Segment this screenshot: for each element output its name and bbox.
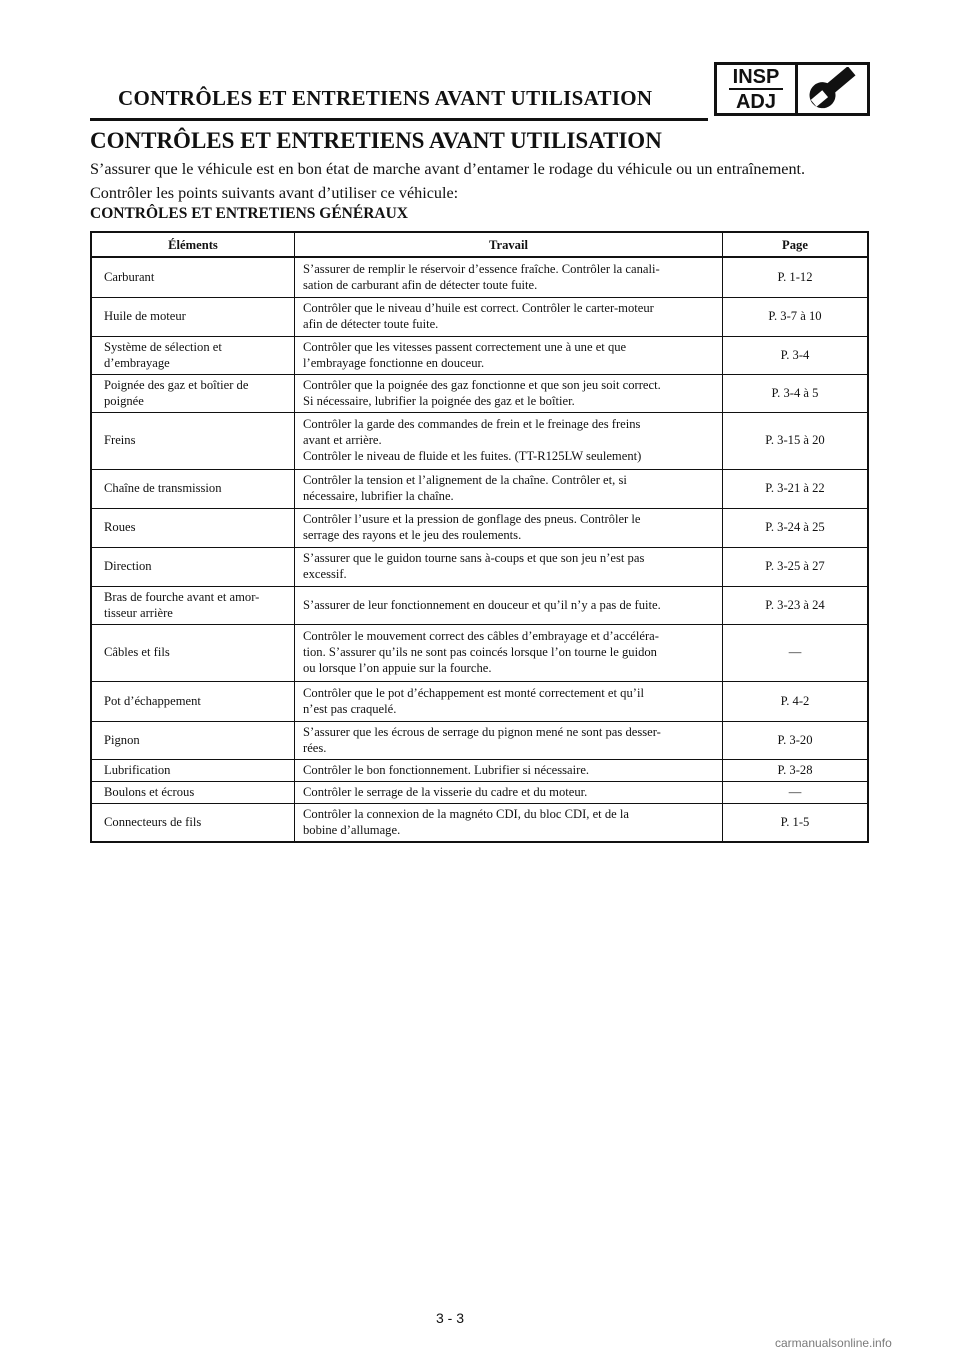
cell-work: Contrôler que les vitesses passent correctement une à une et que l’embrayage fonctionne en douceur.: [295, 336, 723, 374]
watermark[interactable]: carmanualsonline.info: [775, 1336, 892, 1350]
cell-page: P. 3-7 à 10: [723, 297, 869, 336]
cell-work: Contrôler la garde des commandes de frein et le freinage des freins avant et arrière. Contrôler le niveau de fluide et les fuites. (TT-R125LW seulement): [295, 412, 723, 469]
table-row: [91, 721, 868, 759]
running-title: CONTRÔLES ET ENTRETIENS AVANT UTILISATION: [118, 86, 653, 110]
cell-page: P. 3-21 à 22: [723, 469, 869, 508]
cell-element: Pot d’échappement: [91, 681, 295, 721]
cell-work: Contrôler la connexion de la magnéto CDI, du bloc CDI, et de la bobine d’allumage.: [295, 803, 723, 842]
table-row: [91, 297, 868, 336]
page-title: CONTRÔLES ET ENTRETIENS AVANT UTILISATION: [90, 128, 662, 153]
header-rule: [90, 118, 708, 121]
intro-paragraph-1: S’assurer que le véhicule est en bon état de marche avant d’entamer le rodage du véhicule ou un entraînement.: [90, 160, 806, 178]
cell-work: S’assurer que les écrous de serrage du pignon mené ne sont pas desser- rées.: [295, 721, 723, 759]
cell-page: P. 1-5: [723, 803, 869, 842]
checks-table: [90, 231, 869, 843]
column-header-page: Page: [723, 232, 869, 257]
table-row: [91, 681, 868, 721]
cell-element: Câbles et fils: [91, 624, 295, 681]
cell-work: Contrôler la tension et l’alignement de la chaîne. Contrôler et, si nécessaire, lubrifier la chaîne.: [295, 469, 723, 508]
cell-element: Carburant: [91, 257, 295, 297]
table-header-row: [91, 232, 868, 257]
cell-work: Contrôler que le niveau d’huile est correct. Contrôler le carter-moteur afin de détecter toute fuite.: [295, 297, 723, 336]
cell-page: P. 3-4: [723, 336, 869, 374]
cell-element: Roues: [91, 508, 295, 547]
cell-page: P. 3-25 à 27: [723, 547, 869, 586]
cell-element: Bras de fourche avant et amor- tisseur arrière: [91, 586, 295, 624]
table-row: [91, 508, 868, 547]
cell-page: —: [723, 781, 869, 803]
cell-work: Contrôler que la poignée des gaz fonctionne et que son jeu soit correct. Si nécessaire, lubrifier la poignée des gaz et le boîtier.: [295, 374, 723, 412]
cell-page: P. 3-20: [723, 721, 869, 759]
table-row: [91, 336, 868, 374]
cell-page: P. 3-24 à 25: [723, 508, 869, 547]
cell-element: Pignon: [91, 721, 295, 759]
table-row: [91, 374, 868, 412]
table-row: [91, 624, 868, 681]
column-header-elements: Éléments: [91, 232, 295, 257]
page-header: [0, 0, 960, 130]
cell-work: S’assurer de leur fonctionnement en douceur et qu’il n’y a pas de fuite.: [295, 586, 723, 624]
table-row: [91, 781, 868, 803]
cell-element: Huile de moteur: [91, 297, 295, 336]
wrench-icon: [798, 65, 867, 113]
intro-paragraph-2: Contrôler les points suivants avant d’utiliser ce véhicule:: [90, 184, 459, 202]
cell-page: P. 3-28: [723, 759, 869, 781]
cell-page: P. 3-23 à 24: [723, 586, 869, 624]
badge-line1: INSP: [729, 67, 784, 90]
table-row: [91, 803, 868, 842]
section-title: CONTRÔLES ET ENTRETIENS GÉNÉRAUX: [90, 205, 408, 222]
cell-element: Boulons et écrous: [91, 781, 295, 803]
cell-work: Contrôler le serrage de la visserie du cadre et du moteur.: [295, 781, 723, 803]
table-row: [91, 412, 868, 469]
cell-work: S’assurer de remplir le réservoir d’essence fraîche. Contrôler la canali- sation de carburant afin de détecter toute fuite.: [295, 257, 723, 297]
cell-work: Contrôler le mouvement correct des câbles d’embrayage et d’accéléra- tion. S’assurer qu’ils ne sont pas coincés lorsque l’on tourne le guidon ou lorsque l’on appuie sur la fourche.: [295, 624, 723, 681]
table-row: [91, 759, 868, 781]
cell-work: Contrôler le bon fonctionnement. Lubrifier si nécessaire.: [295, 759, 723, 781]
cell-page: P. 4-2: [723, 681, 869, 721]
table-row: [91, 547, 868, 586]
cell-element: Direction: [91, 547, 295, 586]
column-header-work: Travail: [295, 232, 723, 257]
cell-page: P. 3-4 à 5: [723, 374, 869, 412]
cell-work: Contrôler l’usure et la pression de gonflage des pneus. Contrôler le serrage des rayons et le jeu des roulements.: [295, 508, 723, 547]
cell-element: Système de sélection et d’embrayage: [91, 336, 295, 374]
cell-element: Chaîne de transmission: [91, 469, 295, 508]
cell-work: S’assurer que le guidon tourne sans à-coups et que son jeu n’est pas excessif.: [295, 547, 723, 586]
cell-page: P. 3-15 à 20: [723, 412, 869, 469]
table-row: [91, 469, 868, 508]
cell-element: Lubrification: [91, 759, 295, 781]
badge-text: [717, 65, 798, 113]
cell-element: Freins: [91, 412, 295, 469]
table-row: [91, 257, 868, 297]
cell-page: —: [723, 624, 869, 681]
badge-line2: ADJ: [735, 90, 776, 113]
insp-adj-badge: [714, 62, 870, 116]
cell-work: Contrôler que le pot d’échappement est monté correctement et qu’il n’est pas craquelé.: [295, 681, 723, 721]
cell-element: Poignée des gaz et boîtier de poignée: [91, 374, 295, 412]
page-number: 3 - 3: [436, 1310, 465, 1326]
cell-page: P. 1-12: [723, 257, 869, 297]
table-row: [91, 586, 868, 624]
cell-element: Connecteurs de fils: [91, 803, 295, 842]
